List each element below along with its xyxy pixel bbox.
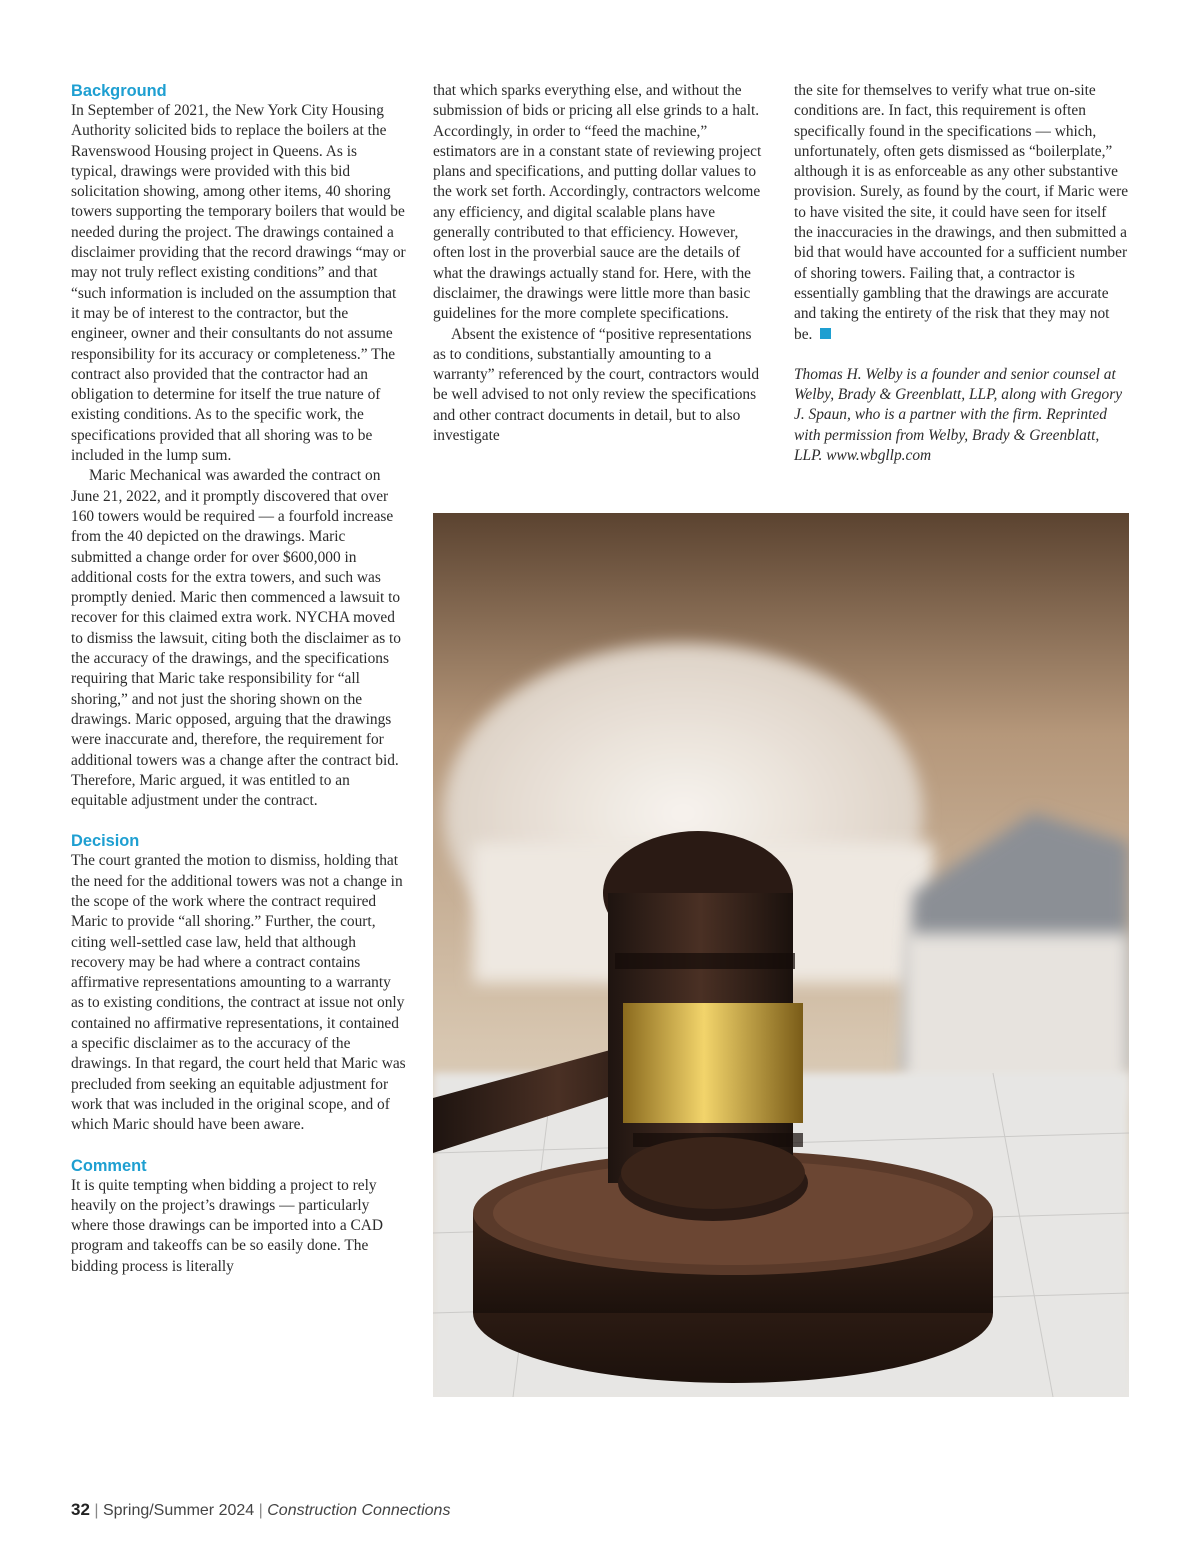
comment-paragraph-2-start: Absent the existence of “positive representations as to conditions, substantially amounting to a warranty” referenced by the court, contractors would be well advised to not only review the specifications and other contract documents in detail, but to also investigate: [433, 325, 760, 445]
footer-separator-2: |: [258, 1502, 263, 1519]
comment-paragraph-2-cont: the site for themselves to verify what true on-site conditions are. In fact, this requirement is often specifically found in the specifications — which, unfortunately, often gets dismissed as “boilerplate,” although it is as enforceable as any other substantive provision. Surely, as found by the court, if Maric were to have visited the site, it could have seen for itself the inaccuracies in the drawings, and then submitted a bid that would have accounted for a sufficient number of shoring towers. Failing that, a contractor is essentially gambling that the drawings are accurate and taking the entirety of the risk that they may not be.: [794, 82, 1129, 343]
heading-comment: Comment: [71, 1156, 147, 1175]
gavel-photo-icon: [433, 513, 1129, 1397]
author-bio: Thomas H. Welby is a founder and senior counsel at Welby, Brady & Greenblatt, LLP, along with Gregory J. Spaun, who is a partner with the firm. Reprinted with permission from Welby, Brady & Greenblatt, LLP. www.wbgllp.com: [794, 365, 1123, 465]
heading-decision: Decision: [71, 832, 140, 851]
footer-separator: |: [94, 1502, 99, 1519]
comment-paragraph-1-cont: that which sparks everything else, and without the submission of bids or pricing all else grinds to a halt. Accordingly, in order to “feed the machine,” estimators are in a constant state of reviewing project plans and specifications, and putting dollar values to the work set forth. Accordingly, contractors welcome any efficiency, and digital scalable plans have generally contributed to that efficiency. However, often lost in the proverbial sauce are the details of what the drawings actually stand for. Here, with the disclaimer, the drawings were little more than basic guidelines for the more complete specifications.: [433, 82, 762, 323]
column-1: [71, 81, 406, 1277]
comment-paragraph-1-start: It is quite tempting when bidding a project to rely heavily on the project’s drawings — particularly where those drawings can be imported into a CAD program and takeoffs can be so easily done. The bidding process is literally: [71, 1176, 384, 1275]
page-footer: [71, 1500, 450, 1520]
issue-label: Spring/Summer 2024: [102, 1502, 255, 1519]
gavel-photo: [433, 513, 1129, 1397]
page-number: 32: [71, 1500, 90, 1519]
column-2: [433, 81, 768, 446]
publication-name: Construction Connections: [267, 1502, 451, 1519]
column-3: [794, 81, 1129, 466]
decision-paragraph-1: The court granted the motion to dismiss, holding that the need for the additional towers was not a change in the scope of the work where the contract required Maric to provide “all shoring.” Further, the court, citing well-settled case law, held that although recovery may be had where a contract contains affirmative representations amounting to a warranty as to existing conditions, the contract at issue not only contained no affirmative representations, it contained a specific disclaimer as to the accuracy of the drawings. In that regard, the court held that Maric was precluded from seeking an equitable adjustment for work that was included in the original scope, and of which Maric should have been aware.: [71, 852, 406, 1134]
background-paragraph-1: In September of 2021, the New York City Housing Authority solicited bids to replace the boilers at the Ravenswood Housing project in Queens. As is typical, drawings were provided with this bid solicitation showing, among other items, 40 shoring towers supporting the temporary boilers that would be needed during the project. The drawings contained a disclaimer providing that the record drawings “may or may not truly reflect existing conditions” and that “such information is included on the assumption that it may be of interest to the contractor, but the engineer, owner and their consultants do not assume responsibility for its accuracy or completeness.” The contract also provided that the contractor had an obligation to determine for itself the true nature of existing conditions. As to the specific work, the specifications provided that all shoring was to be included in the lump sum.: [71, 102, 406, 465]
end-of-article-icon: [820, 328, 831, 339]
heading-background: Background: [71, 82, 167, 100]
background-paragraph-2: Maric Mechanical was awarded the contract on June 21, 2022, and it promptly discovered that over 160 towers would be required — a fourfold increase from the 40 depicted on the drawings. Maric submitted a change order for over $600,000 in additional costs for the extra towers, and such was promptly denied. Maric then commenced a lawsuit to recover for this claimed extra work. NYCHA moved to dismiss the lawsuit, citing both the disclaimer as to the accuracy of the drawings, and the specifications requiring that Maric take responsibility for “all shoring,” and not just the shoring shown on the drawings. Maric opposed, arguing that the drawings were inaccurate and, therefore, the requirement for additional towers was a change after the contract bid. Therefore, Maric argued, it was entitled to an equitable adjustment under the contract.: [71, 467, 402, 810]
